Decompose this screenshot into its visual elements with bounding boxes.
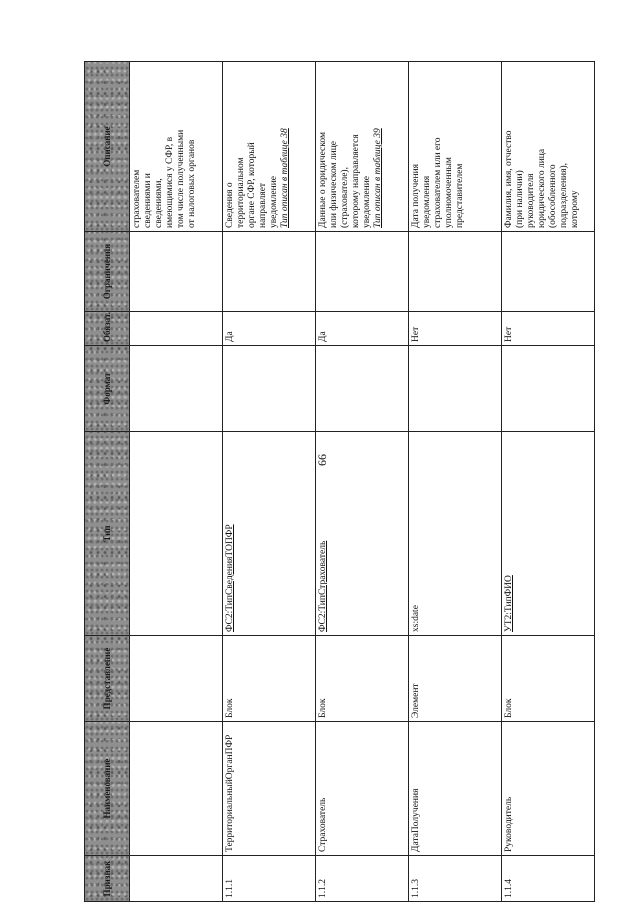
description-line: подразделения), (559, 162, 569, 228)
table-row (409, 62, 502, 902)
description-line: уведомления (422, 175, 432, 228)
cell-description (316, 62, 409, 232)
description-line: (страхователе), (340, 167, 350, 228)
table-reference-link[interactable]: Тип описан в таблице 39 (373, 128, 383, 228)
cell-restrictions (316, 232, 409, 312)
cell-required: Да (316, 312, 409, 346)
description-line: Данные о юридическом (318, 132, 328, 228)
description-line: которому (570, 190, 580, 228)
cell-representation (130, 636, 223, 722)
description-line: Фамилия, имя, отчество (504, 130, 514, 228)
description-line: территориальном (236, 157, 246, 228)
rotated-table-frame (84, 62, 580, 902)
description-line: юридического лица (537, 148, 547, 228)
cell-name: ДатаПолучения (409, 722, 502, 856)
description-line: Сведения о (225, 182, 235, 228)
cell-name: ТерриториальныйОрганПФР (223, 722, 316, 856)
cell-name: Страхователь (316, 722, 409, 856)
header-cell-type: Тип (85, 432, 130, 636)
cell-type (130, 432, 223, 636)
description-line: страхователем (132, 169, 142, 228)
cell-description (502, 62, 595, 232)
header-cell-representation: Представление (85, 636, 130, 722)
description-line: том числе полученными (176, 129, 186, 228)
description-line: имеющимися у СФР, в (165, 136, 175, 228)
description-line: уведомление (362, 175, 372, 228)
cell-format (223, 346, 316, 432)
header-cell-restrictions: Ограничения (85, 232, 130, 312)
cell-representation: Блок (502, 636, 595, 722)
description-line: Дата получения (411, 163, 421, 228)
cell-number: 1.1.3 (409, 856, 502, 902)
cell-restrictions (130, 232, 223, 312)
cell-format (502, 346, 595, 432)
table-row (502, 62, 595, 902)
header-cell-description: Описание (85, 62, 130, 232)
header-cell-required: Обязат. (85, 312, 130, 346)
description-line: направляет (258, 182, 268, 228)
description-line: сведениями и (143, 173, 153, 228)
cell-restrictions (502, 232, 595, 312)
cell-name (130, 722, 223, 856)
cell-description (223, 62, 316, 232)
description-line: сведениями, (154, 178, 164, 228)
landscape-content (84, 62, 580, 902)
cell-format (130, 346, 223, 432)
cell-required (130, 312, 223, 346)
specification-table (84, 61, 595, 902)
cell-format (409, 346, 502, 432)
cell-representation: Блок (223, 636, 316, 722)
table-row (130, 62, 223, 902)
cell-type-link[interactable]: УТ2:ТипФИО (502, 432, 595, 636)
description-line: уполномоченным (444, 157, 454, 228)
cell-type-link[interactable]: ФС2:ТипСведенияТОПФР (223, 432, 316, 636)
cell-restrictions (409, 232, 502, 312)
cell-required: Нет (502, 312, 595, 346)
cell-restrictions (223, 232, 316, 312)
table-row (223, 62, 316, 902)
cell-description (130, 62, 223, 232)
table-reference-link[interactable]: Тип описан в таблице 38 (280, 128, 290, 228)
description-line: представителем (455, 163, 465, 228)
cell-required: Да (223, 312, 316, 346)
cell-representation: Элемент (409, 636, 502, 722)
description-line: уведомление (269, 175, 279, 228)
description-line: страхователем или его (433, 137, 443, 228)
description-line: или физическом лице (329, 140, 339, 228)
cell-number: 1.1.4 (502, 856, 595, 902)
header-cell-number: Признак (85, 856, 130, 902)
description-line: (обособленного (548, 164, 558, 228)
description-line: которому направляется (351, 134, 361, 228)
cell-number: 1.1.1 (223, 856, 316, 902)
description-line: (при наличии) (515, 170, 525, 228)
cell-number: 1.1.2 (316, 856, 409, 902)
header-cell-format: Формат (85, 346, 130, 432)
cell-type: xs:date (409, 432, 502, 636)
cell-required: Нет (409, 312, 502, 346)
cell-format (316, 346, 409, 432)
cell-representation: Блок (316, 636, 409, 722)
description-line: руководителя (526, 173, 536, 228)
cell-number (130, 856, 223, 902)
cell-type-link[interactable]: ФС2:ТипСтрахователь (316, 432, 409, 636)
table-header-row (85, 62, 130, 902)
cell-description (409, 62, 502, 232)
description-line: от налоговых органов (187, 139, 197, 228)
table-row (316, 62, 409, 902)
header-cell-name: Наименование (85, 722, 130, 856)
cell-name: Руководитель (502, 722, 595, 856)
description-line: органе СФР, который (247, 142, 257, 228)
page-number: 66 (315, 454, 329, 466)
